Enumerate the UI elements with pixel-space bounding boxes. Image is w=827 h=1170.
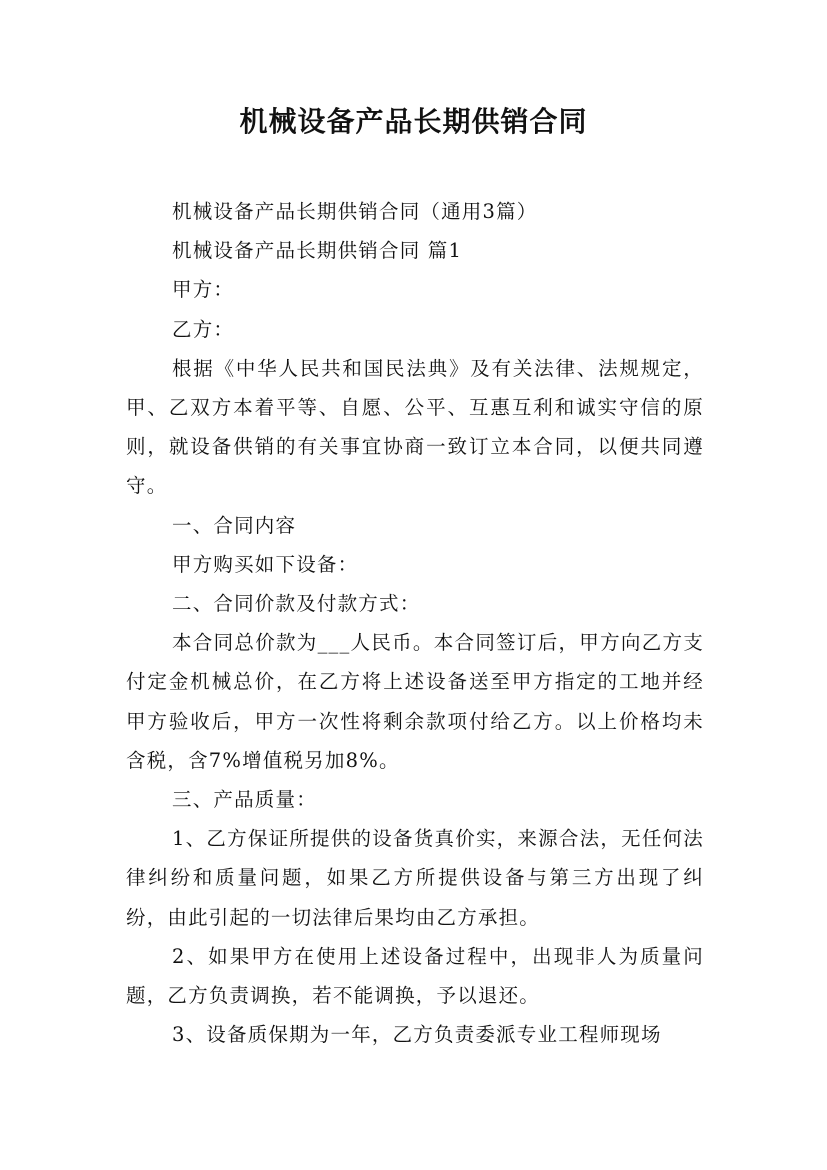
paragraph-quality-1: 1、乙方保证所提供的设备货真价实，来源合法，无任何法律纠纷和质量问题，如果乙方所提供设备与第三方出现了纠纷，由此引起的一切法律后果均由乙方承担。	[126, 827, 704, 929]
paragraph-section-heading: 机械设备产品长期供销合同 篇1	[172, 239, 463, 263]
paragraph-equipment-list: 甲方购买如下设备：	[172, 552, 359, 576]
paragraph-party-b: 乙方：	[172, 317, 235, 341]
paragraph-subtitle: 机械设备产品长期供销合同（通用3篇）	[172, 200, 538, 223]
paragraph-clause-2-heading: 二、合同价款及付款方式：	[172, 592, 421, 616]
paragraph-quality-2: 2、如果甲方在使用上述设备过程中，出现非人为质量问题，乙方负责调换，若不能调换，予以退还。	[126, 944, 704, 1008]
paragraph-payment-terms: 本合同总价款为___人民币。本合同签订后，甲方向乙方支付定金机械总价，在乙方将上述设备送至甲方指定的工地并经甲方验收后，甲方一次性将剩余款项付给乙方。以上价格均未含税，含7%增值税另加8%。	[126, 631, 704, 772]
paragraph-clause-3-heading: 三、产品质量：	[172, 788, 317, 812]
document-body	[126, 192, 704, 1054]
paragraph-party-a: 甲方：	[172, 278, 235, 302]
paragraph-quality-3: 3、设备质保期为一年，乙方负责委派专业工程师现场	[172, 1023, 662, 1047]
document-title: 机械设备产品长期供销合同	[239, 105, 588, 138]
paragraph-clause-1-heading: 一、合同内容	[172, 513, 297, 537]
paragraph-preamble: 根据《中华人民共和国民法典》及有关法律、法规规定，甲、乙双方本着平等、自愿、公平、互惠互利和诚实守信的原则，就设备供销的有关事宜协商一致订立本合同，以便共同遵守。	[126, 356, 704, 498]
